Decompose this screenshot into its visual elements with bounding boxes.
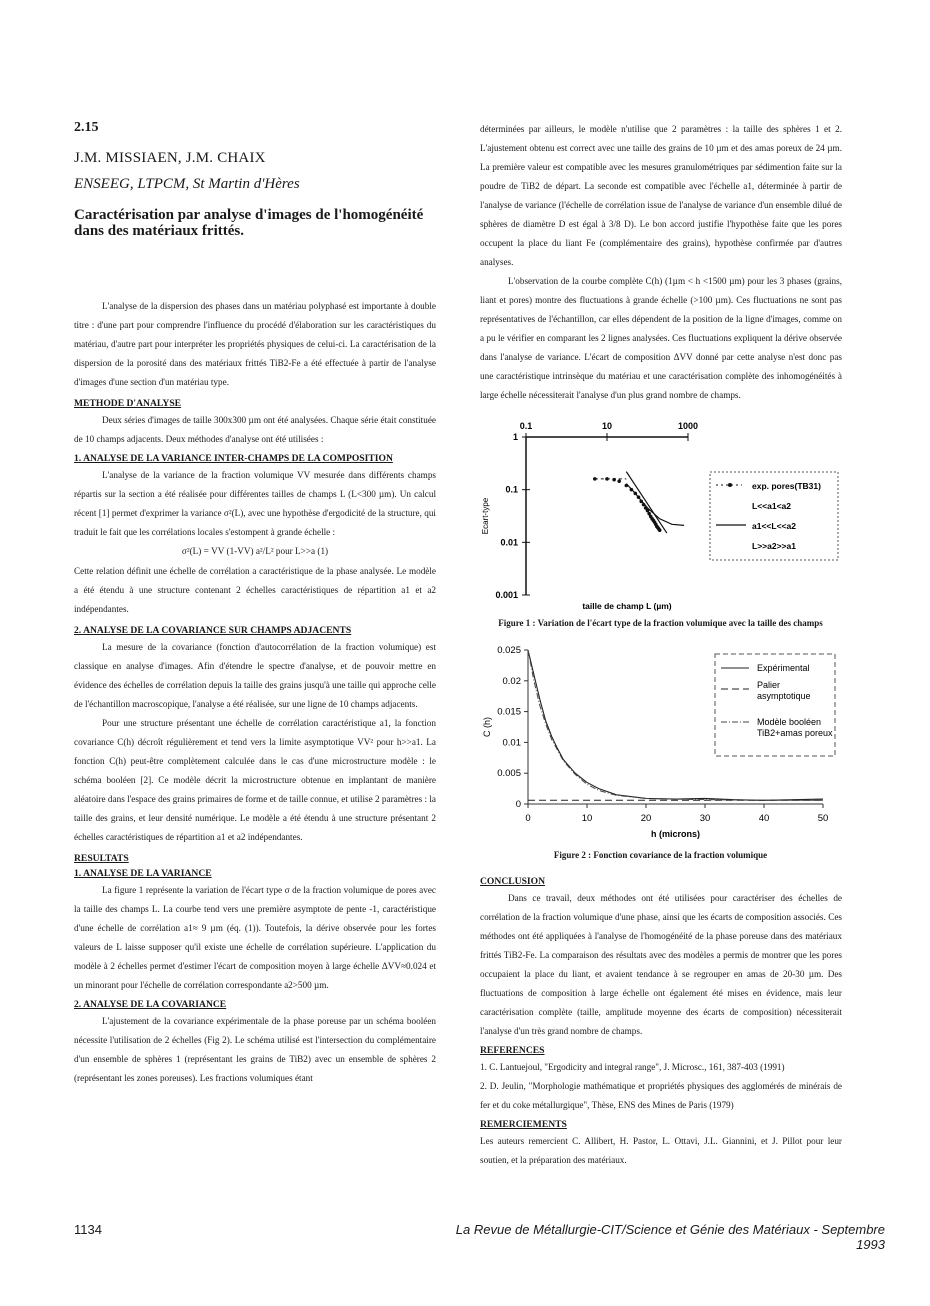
figure-2-caption: Figure 2 : Fonction covariance de la fraction volumique <box>553 850 768 860</box>
fig2-y-tick-label: 0.025 <box>497 645 521 656</box>
fig2-legend-label-palier-1: Palier <box>757 680 781 690</box>
section-number: 2.15 <box>74 120 99 135</box>
fig1-data-point <box>593 477 597 481</box>
fig2-x-tick-label: 30 <box>699 813 711 824</box>
figure-1-caption: Figure 1 : Variation de l'écart type de la fraction volumique avec la taille des champs <box>498 618 823 628</box>
conclusion-text: Dans ce travail, deux méthodes ont été utilisées pour caractériser des échelles de corrélation de la fraction volumique d'une phase, ainsi que les écarts de composition associés. Ces méthodes ont été appliquées à l'analyse de l'homogénéité de la phase poreuse dans des matériaux frittés TiB2-Fe. La comparaison des résultats avec des modèles a permis de montrer que les pores occupaient la place du liant, et avaient tendance à se regrouper en amas de 20-30 µm. Des fluctuations de composition à large échelle ont également été mises en évidence, mais leur caractérisation complète (taille, amplitude moyenne des écarts de composition) nécessiterait l'analyse d'un très grand nombre de champs. <box>480 893 842 1036</box>
sec1-after: Cette relation définit une échelle de corrélation a caractéristique de la phase analysée. Le modèle a été étendu à une structure contenant 2 échelles caractéristiques de répartition a1 et a2 indépendantes. <box>74 566 436 614</box>
fig1-top-tick-label: 0.1 <box>519 421 533 431</box>
fig1-data-point <box>639 500 643 504</box>
affiliation: ENSEEG, LTPCM, St Martin d'Hères <box>74 176 300 192</box>
fig1-data-point <box>605 477 609 481</box>
resultats-sub1: 1. ANALYSE DE LA VARIANCE <box>74 868 212 879</box>
sec2-text2: Pour une structure présentant une échelle de corrélation caractéristique a1, la fonction covariance C(h) décroît régulièrement et tend vers la limite asymptotique VV² pour h>>a1. La fonction C(h) peut-être complètement calculée dans le cas d'une microstructure modèle : le schéma booléen [2]. Ce modèle décrit la microstructure obtenue en implantant de manière aléatoire dans l'espace des grains primaires de forme et de taille connue, et utilise 2 paramètres : la taille des grains, et leur densité numérique. Le modèle a été étendu à une structure présentant 2 échelles caractéristiques de répartition a1 et a2 indépendantes. <box>74 718 436 842</box>
fig2-y-tick-label: 0.01 <box>502 737 521 749</box>
fig1-y-label: Ecart-type <box>481 497 490 535</box>
figure-1-plot <box>481 421 838 611</box>
fig1-legend-label: L<<a1<a2 <box>752 501 791 511</box>
fig1-data-point <box>658 528 662 532</box>
conclusion-block <box>480 872 842 1170</box>
resultats-sub2: 2. ANALYSE DE LA COVARIANCE <box>74 999 227 1010</box>
reference-1: 1. C. Lantuejoul, "Ergodicity and integral range", J. Microsc., 161, 387-403 (1991) <box>480 1062 785 1072</box>
fig1-data-point <box>612 478 616 482</box>
paper-title: Caractérisation par analyse d'images de l'homogénéité dans des matériaux frittés. <box>74 207 424 239</box>
resultats-text2: L'ajustement de la covariance expérimentale de la phase poreuse par un schéma booléen nécessite l'utilisation de 2 échelles (Fig 2). Le schéma utilisé est l'intersection du complémentaire d'un ensemble de sphères 1 (représentant les grains de TiB2) avec un ensemble de sphères 2 (représentant les zones poreuses). Les fractions volumiques étant <box>74 1016 436 1083</box>
fig1-y-tick-label: 0.1 <box>505 484 518 495</box>
fig1-top-tick-label: 1000 <box>677 421 699 431</box>
fig1-data-point <box>630 488 634 492</box>
fig1-x-label: taille de champ L (µm) <box>582 601 672 611</box>
fig1-legend-label: exp. pores(TB31) <box>752 481 821 491</box>
right-cont2: L'observation de la courbe complète C(h) (1µm < h <1500 µm) pour les 3 phases (grains, liant et pores) montre des fluctuations à grande échelle (>100 µm). Ces fluctuations ne sont pas représentatives de l'échantillon, car elles dépendent de la position de la ligne d'images, comme on a pu le vérifier en comparant les 2 lignes analysées. Ces fluctuations expliquent la dérive observée dans l'analyse de variance. L'écart de composition ΔVV donné par cette analyse n'est donc pas une caractéristique intrinsèque du matériau et une caractérisation complète des inhomogénéités à large échelle nécessiterait l'analyse d'un plus grand nombre de champs. <box>480 276 842 400</box>
fig1-top-tick-label: 10 <box>601 421 613 431</box>
fig2-y-tick-label: 0.015 <box>497 706 521 718</box>
fig1-legend-label: a1<<L<<a2 <box>752 521 796 531</box>
figure-2-chart <box>478 640 843 840</box>
methode-text: Deux séries d'images de taille 300x300 µm ont été analysées. Chaque série était constituée de 10 champs adjacents. Deux méthodes d'analyse ont été utilisées : <box>74 415 436 444</box>
resultats-heading: RESULTATS <box>74 853 129 864</box>
fig1-data-point <box>642 503 646 507</box>
fig1-data-point <box>634 492 638 496</box>
sec1-heading: 1. ANALYSE DE LA VARIANCE INTER-CHAMPS DE LA COMPOSITION <box>74 453 393 464</box>
figure-2-plot <box>482 645 835 839</box>
figure-1-chart <box>478 415 843 615</box>
fig2-x-tick-label: 0 <box>525 813 531 824</box>
fig1-data-point <box>625 484 629 488</box>
fig1-model-curve <box>626 484 684 526</box>
page-number: 1134 <box>74 1222 102 1237</box>
left-column <box>74 120 436 1088</box>
fig2-x-label: h (microns) <box>650 829 701 839</box>
thanks-text: Les auteurs remercient C. Allibert, H. Pastor, L. Ottavi, J.L. Giannini, et J. Pillot pour leur soutien, et la préparation des matériaux. <box>480 1136 842 1165</box>
fig2-x-tick-label: 20 <box>640 813 652 824</box>
methode-heading: METHODE D'ANALYSE <box>74 398 182 409</box>
reference-2: 2. D. Jeulin, "Morphologie mathématique et propriétés physiques des agglomérés de minérais de fer et du coke métallurgique", Thèse, ENS des Mines de Paris (1979) <box>480 1081 842 1110</box>
journal-footer: La Revue de Métallurgie-CIT/Science et Génie des Matériaux - Septembre 1993 <box>455 1222 885 1252</box>
fig2-legend-label-model-1: Modèle booléen <box>757 717 822 727</box>
fig2-x-tick-label: 10 <box>581 813 593 824</box>
fig2-x-tick-label: 40 <box>758 813 770 824</box>
fig1-legend-dot <box>728 483 732 487</box>
fig2-y-tick-label: 0 <box>515 799 521 810</box>
right-column <box>480 120 842 405</box>
thanks-heading: REMERCIEMENTS <box>480 1119 567 1130</box>
fig2-x-tick-label: 50 <box>817 813 829 824</box>
equation-1: σ²(L) = VV (1-VV) a²/L² pour L>>a (1) <box>181 546 329 556</box>
right-cont1: déterminées par ailleurs, le modèle n'utilise que 2 paramètres : la taille des sphères 1 et 2. L'ajustement obtenu est correct avec une taille des grains de 10 µm et des amas poreux de 24 µm. La première valeur est compatible avec les mesures granulométriques par sédimention faite sur la poudre de TiB2 de départ. La seconde est compatible avec l'échelle a1, déterminée à partir de l'analyse de variance (l'échelle de corrélation issue de l'analyse de variance d'un ensemble dilué de sphères de diamètre D est égal à 3/8 D). Le bon accord justifie l'hypothèse faite que les pores occupent la place du liant Fe (complémentaire des grains), hypothèse confirmée par d'autres analyses. <box>480 124 842 267</box>
intro-paragraph: L'analyse de la dispersion des phases dans un matériau polyphasé est importante à double titre : d'une part pour comprendre l'influence du procédé d'élaboration sur les caractéristiques du matériau, d'autre part pour interpréter les propriétés physiques de celui-ci. La caractérisation de la dispersion de la porosité dans des matériaux frittés TiB2-Fe a été effectuée à partir de l'analyse d'images d'une section d'un matériau type. <box>74 301 436 387</box>
references-heading: REFERENCES <box>480 1045 545 1056</box>
fig1-data-point <box>617 479 621 483</box>
fig1-legend-label: L>>a2>>a1 <box>752 541 796 551</box>
authors: J.M. MISSIAEN, J.M. CHAIX <box>74 150 266 166</box>
sec1-text: L'analyse de la variance de la fraction volumique VV mesurée dans différents champs répartis sur la section a été réalisée pour différentes tailles de champs L (L<300 µm). Un calcul récent [1] permet d'exprimer la variance σ²(L), avec une hypothèse d'ergodicité de la structure, qui traduit le fait que les corrélations locales s'estompent à grande échelle : <box>74 470 436 537</box>
fig2-y-label: C (h) <box>482 717 492 737</box>
fig1-y-tick-label: 1 <box>512 432 518 442</box>
fig1-data-point <box>646 509 650 513</box>
fig1-slope-asymptote <box>626 472 667 533</box>
fig1-y-tick-label: 0.01 <box>500 537 518 548</box>
resultats-text1: La figure 1 représente la variation de l'écart type σ de la fraction volumique de pores avec la taille des champs L. La courbe tend vers une première asymptote de pente -1, caractéristique d'une échelle de corrélation a1≈ 9 µm (éq. (1)). Toutefois, la dérive observée pour les fortes valeurs de L laisse supposer qu'il existe une échelle de corrélation supérieure. L'application du modèle à 2 échelles permet d'estimer l'écart de composition moyen à large échelle ΔVV≈0.024 et un minorant pour l'échelle de corrélation correspondante a2>500 µm. <box>74 885 436 990</box>
sec2-text1: La mesure de la covariance (fonction d'autocorrélation de la fraction volumique) est classique en analyse d'images. Afin d'étendre le spectre d'analyse, et de pouvoir mettre en évidence des échelles de corrélation depuis la taille des grains jusqu'à une taille qui approche celle de l'échantillon macroscopique, l'analyse a été réalisée, sur une ligne de 10 champs adjacents. <box>74 642 436 709</box>
fig2-legend-label-exp: Expérimental <box>757 663 810 673</box>
fig2-y-tick-label: 0.02 <box>502 675 521 687</box>
fig1-y-tick-label: 0.001 <box>495 590 518 600</box>
conclusion-heading: CONCLUSION <box>480 876 546 887</box>
fig1-data-point <box>637 495 641 499</box>
sec2-heading: 2. ANALYSE DE LA COVARIANCE SUR CHAMPS ADJACENTS <box>74 625 352 636</box>
fig2-y-tick-label: 0.005 <box>497 768 521 780</box>
fig2-legend-label-palier-2: asymptotique <box>757 691 811 701</box>
fig2-legend-label-model-2: TiB2+amas poreux <box>757 728 833 738</box>
